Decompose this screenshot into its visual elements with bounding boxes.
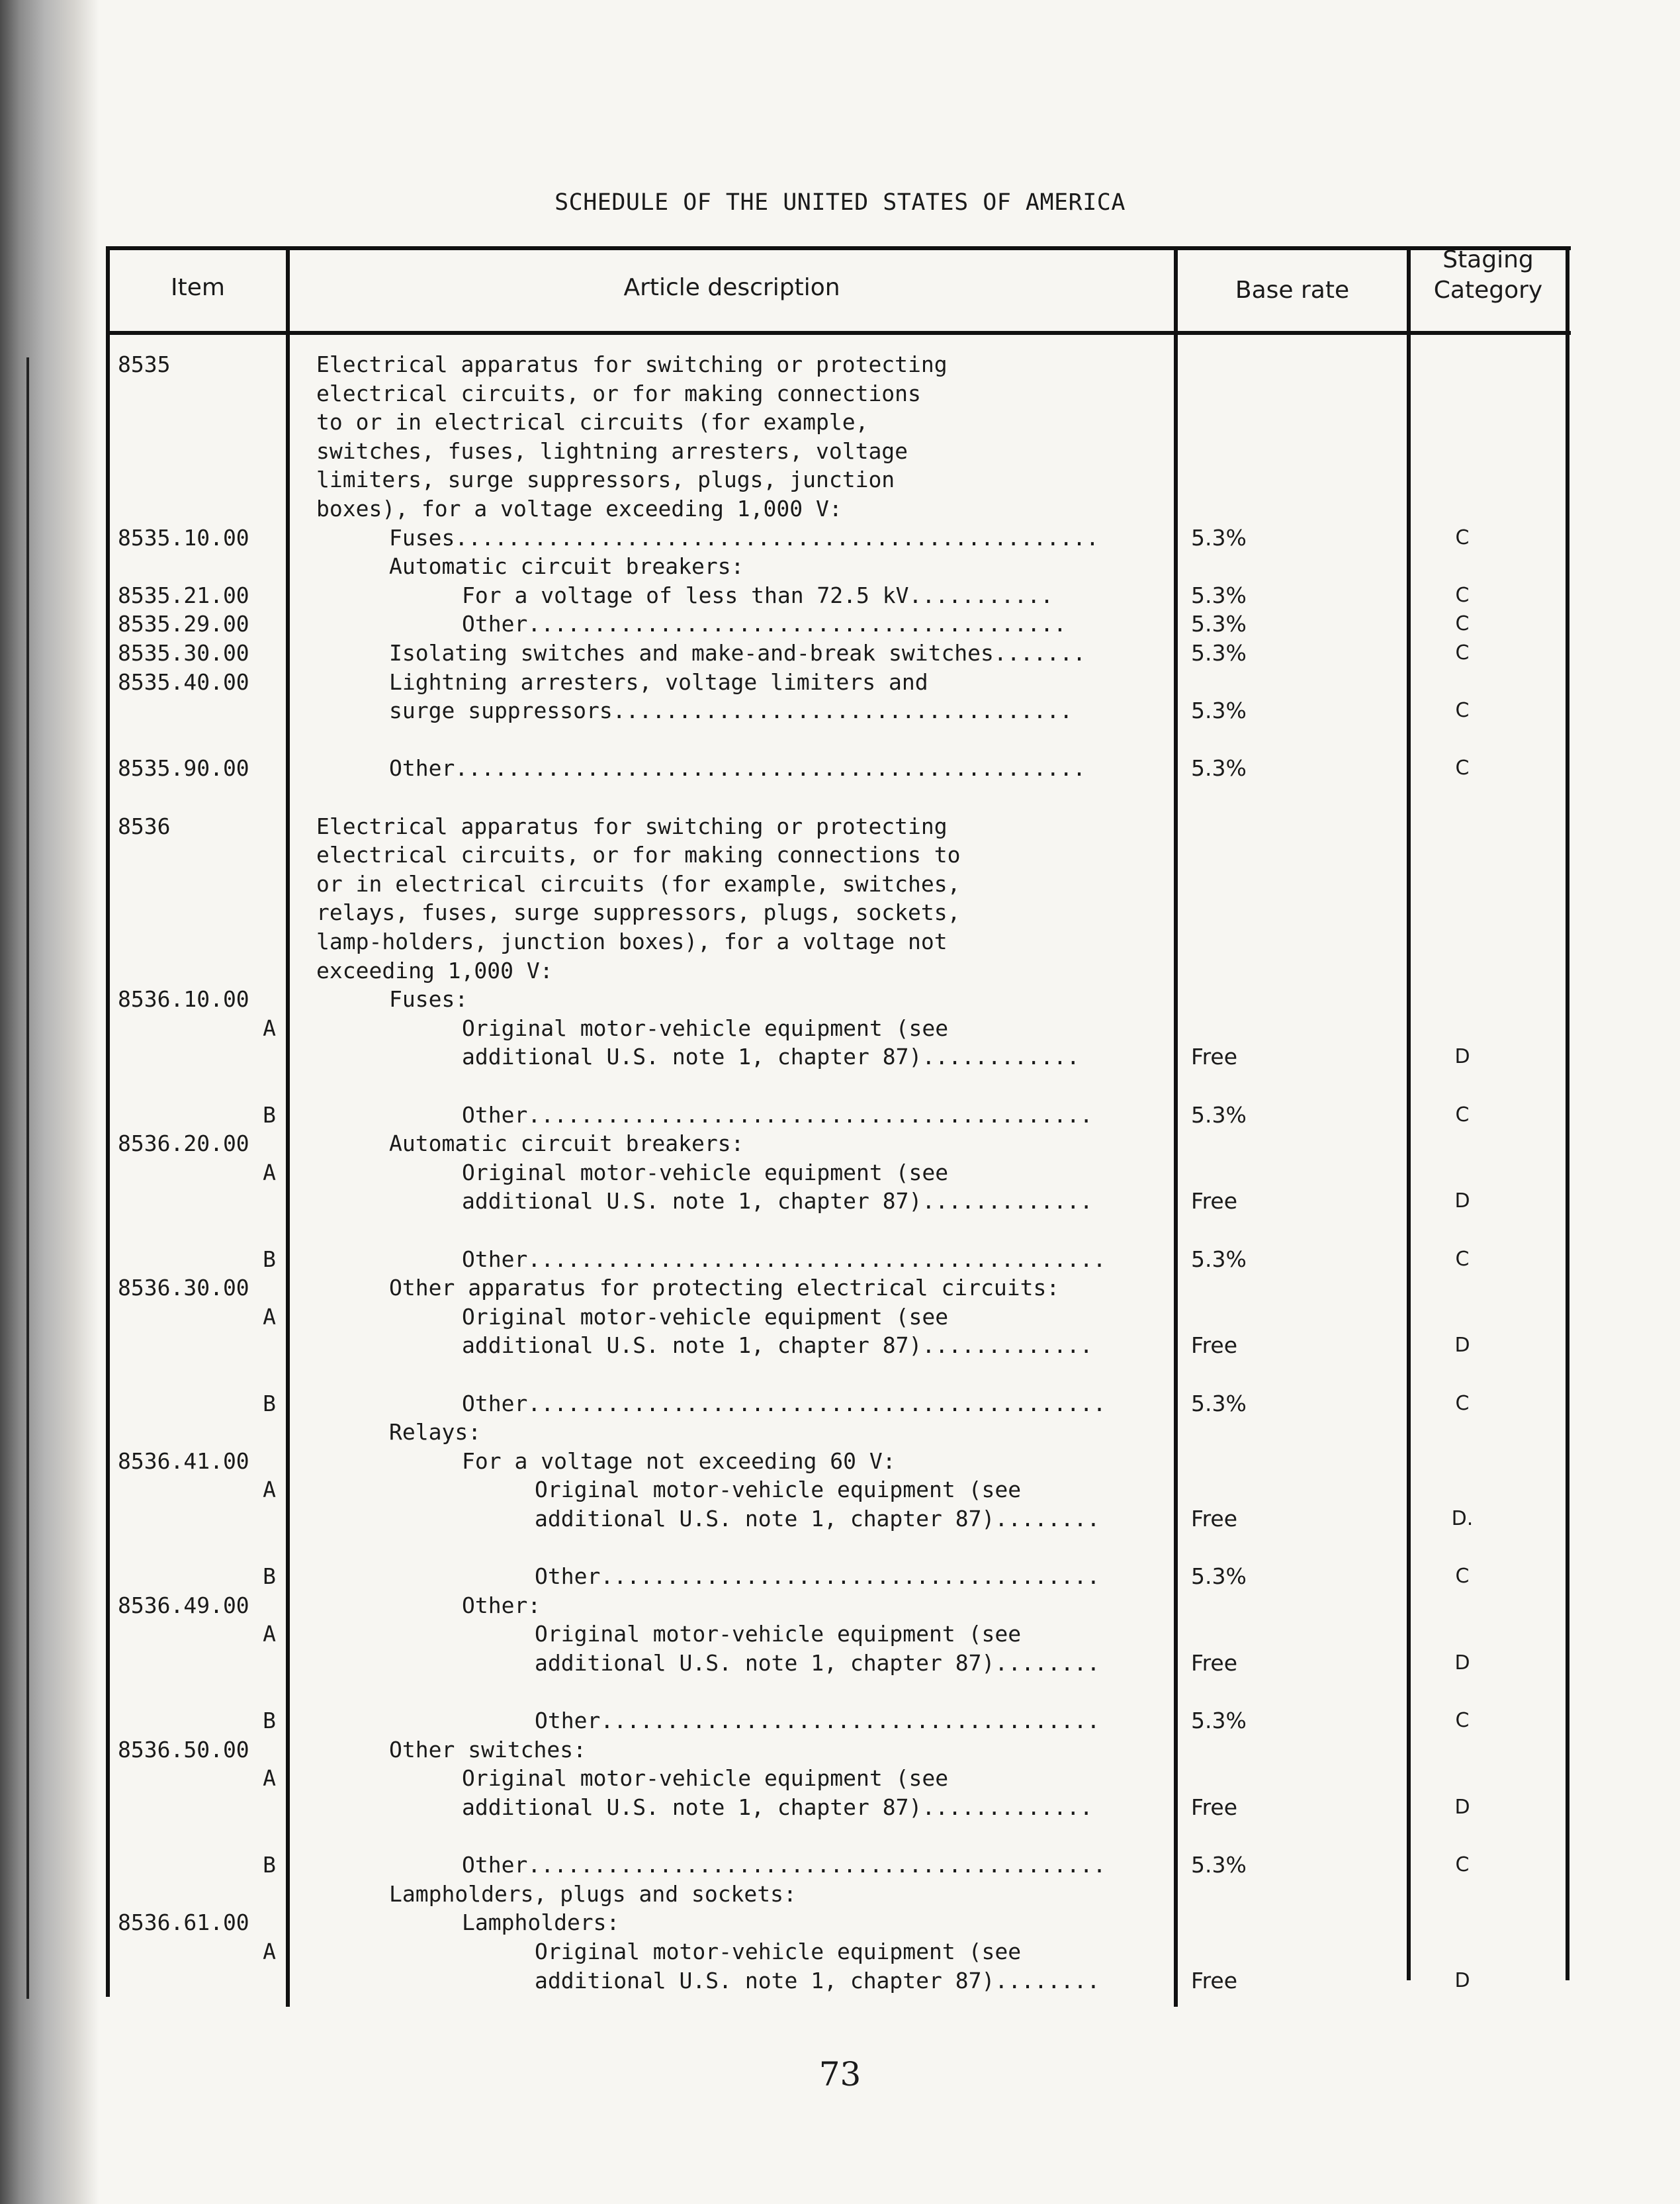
table-row — [0, 495, 1680, 523]
table-row — [0, 1823, 1680, 1851]
article-description: Original motor-vehicle equipment (see — [535, 1621, 1022, 1647]
table-row — [0, 841, 1680, 869]
staging-category: D — [1454, 1045, 1470, 1069]
staging-category: C — [1455, 583, 1470, 607]
base-rate: Free — [1191, 1044, 1238, 1070]
article-description: Other switches: — [389, 1736, 587, 1763]
table-row — [0, 726, 1680, 754]
article-description: Automatic circuit breakers: — [389, 553, 744, 580]
staging-category: C — [1455, 612, 1470, 636]
sub-item-letter: B — [263, 1708, 276, 1734]
table-row — [0, 1563, 1680, 1590]
table-row — [0, 524, 1680, 552]
table-row — [0, 986, 1680, 1013]
table-row — [0, 1015, 1680, 1042]
item-number: 8535.10.00 — [118, 524, 249, 551]
item-number: 8536.41.00 — [118, 1447, 249, 1474]
article-description: Other...................................... — [535, 1708, 1100, 1734]
table-row — [0, 1967, 1680, 1995]
article-description: additional U.S. note 1, chapter 87)............. — [462, 1332, 1093, 1359]
staging-category: D — [1454, 1334, 1470, 1357]
table-row — [0, 1101, 1680, 1129]
base-rate: 5.3% — [1191, 1708, 1247, 1734]
base-rate: 5.3% — [1191, 640, 1247, 666]
base-rate: 5.3% — [1191, 582, 1247, 608]
table-row — [0, 466, 1680, 494]
table-row — [0, 755, 1680, 782]
staging-category: C — [1455, 1853, 1470, 1877]
article-description: Other................................................ — [389, 755, 1086, 782]
table-row — [0, 1447, 1680, 1475]
base-rate: 5.3% — [1191, 755, 1247, 782]
article-description: to or in electrical circuits (for example, — [316, 409, 869, 436]
table-row — [0, 1938, 1680, 1966]
table-row — [0, 1880, 1680, 1908]
sub-item-letter: A — [263, 1939, 276, 1964]
sub-item-letter: A — [263, 1015, 276, 1041]
base-rate: Free — [1191, 1188, 1238, 1215]
table-row — [0, 899, 1680, 927]
staging-category: D — [1454, 1968, 1470, 1992]
item-number: 8536.10.00 — [118, 986, 249, 1013]
article-description: Lightning arresters, voltage limiters and — [389, 668, 928, 695]
table-row — [0, 1274, 1680, 1302]
base-rate: Free — [1191, 1967, 1238, 1994]
table-row — [0, 1072, 1680, 1100]
article-description: Other apparatus for protecting electrical circuits: — [389, 1275, 1060, 1301]
item-number: 8535.90.00 — [118, 755, 249, 782]
table-row — [0, 437, 1680, 465]
staging-category: C — [1455, 1103, 1470, 1126]
column-header-staging-line1: Staging — [1442, 246, 1534, 273]
sub-item-letter: B — [263, 1852, 276, 1878]
article-description: Automatic circuit breakers: — [389, 1130, 744, 1157]
article-description: or in electrical circuits (for example, switches, — [316, 870, 961, 897]
column-header-base-rate: Base rate — [1235, 277, 1350, 304]
article-description: Original motor-vehicle equipment (see — [535, 1477, 1022, 1503]
column-header-staging-line2: Category — [1433, 277, 1543, 304]
column-header-item: Item — [171, 274, 225, 301]
article-description: Other............................................ — [462, 1390, 1106, 1416]
article-description: electrical circuits, or for making connections — [316, 380, 921, 406]
article-description: Other........................................... — [462, 1101, 1093, 1128]
table-row — [0, 1390, 1680, 1418]
article-description: electrical circuits, or for making connections to — [316, 842, 961, 868]
staging-category: C — [1455, 641, 1470, 665]
article-description: Lampholders, plugs and sockets: — [389, 1880, 797, 1907]
item-number: 8535.40.00 — [118, 668, 249, 695]
sub-item-letter: B — [263, 1390, 276, 1416]
article-description: Electrical apparatus for switching or protecting — [316, 351, 948, 377]
table-row — [0, 1303, 1680, 1331]
schedule-title: SCHEDULE OF THE UNITED STATES OF AMERICA — [554, 189, 1126, 216]
table-row — [0, 553, 1680, 580]
table-row — [0, 351, 1680, 379]
sub-item-letter: B — [263, 1563, 276, 1590]
base-rate: 5.3% — [1191, 698, 1247, 724]
column-header-description: Article description — [623, 274, 840, 301]
table-row — [0, 1851, 1680, 1879]
table-row — [0, 697, 1680, 725]
item-number: 8536 — [118, 813, 171, 839]
table-row — [0, 1909, 1680, 1937]
table-row — [0, 1620, 1680, 1648]
article-description: Relays: — [389, 1419, 482, 1446]
article-description: Original motor-vehicle equipment (see — [462, 1765, 949, 1792]
base-rate: Free — [1191, 1332, 1238, 1359]
article-description: Original motor-vehicle equipment (see — [462, 1159, 949, 1185]
table-row — [0, 639, 1680, 667]
table-row — [0, 1187, 1680, 1215]
table-header-rule — [106, 331, 1571, 335]
staging-category: C — [1455, 1565, 1470, 1588]
item-number: 8536.30.00 — [118, 1275, 249, 1301]
article-description: exceeding 1,000 V: — [316, 957, 553, 984]
table-row — [0, 1707, 1680, 1735]
sub-item-letter: B — [263, 1246, 276, 1272]
article-description: Isolating switches and make-and-break switches....... — [389, 640, 1086, 666]
article-description: Other...................................... — [535, 1563, 1100, 1590]
base-rate: 5.3% — [1191, 1246, 1247, 1272]
table-row — [0, 1765, 1680, 1792]
table-top-rule — [106, 246, 1571, 250]
table-row — [0, 1794, 1680, 1821]
sub-item-letter: A — [263, 1765, 276, 1792]
base-rate: 5.3% — [1191, 1101, 1247, 1128]
article-description: Other......................................... — [462, 611, 1067, 637]
article-description: additional U.S. note 1, chapter 87)........ — [535, 1650, 1100, 1676]
sub-item-letter: B — [263, 1101, 276, 1128]
article-description: Other............................................ — [462, 1246, 1106, 1272]
article-description: additional U.S. note 1, chapter 87)............. — [462, 1188, 1093, 1215]
table-row — [0, 957, 1680, 985]
item-number: 8536.61.00 — [118, 1909, 249, 1936]
article-description: boxes), for a voltage exceeding 1,000 V: — [316, 496, 842, 522]
item-number: 8535.29.00 — [118, 611, 249, 637]
table-row — [0, 1592, 1680, 1620]
base-rate: 5.3% — [1191, 524, 1247, 551]
table-row — [0, 582, 1680, 610]
article-description: additional U.S. note 1, chapter 87)........ — [535, 1967, 1100, 1994]
staging-category: C — [1455, 757, 1470, 780]
article-description: additional U.S. note 1, chapter 87)............. — [462, 1794, 1093, 1820]
table-row — [0, 408, 1680, 436]
table-row — [0, 784, 1680, 811]
article-description: switches, fuses, lightning arresters, voltage — [316, 437, 908, 464]
article-description: Fuses................................................. — [389, 524, 1099, 551]
table-row — [0, 1736, 1680, 1764]
article-description: Fuses: — [389, 986, 468, 1013]
staging-category: C — [1455, 1709, 1470, 1733]
sub-item-letter: A — [263, 1303, 276, 1330]
item-number: 8536.49.00 — [118, 1592, 249, 1618]
item-number: 8535 — [118, 351, 171, 377]
table-row — [0, 1246, 1680, 1273]
table-row — [0, 1534, 1680, 1562]
staging-category: C — [1455, 1391, 1470, 1415]
staging-category: D — [1454, 1651, 1470, 1675]
table-row — [0, 1332, 1680, 1359]
base-rate: 5.3% — [1191, 611, 1247, 637]
table-row — [0, 1159, 1680, 1187]
staging-category: C — [1455, 699, 1470, 723]
table-row — [0, 813, 1680, 841]
base-rate: Free — [1191, 1650, 1238, 1676]
table-row — [0, 1361, 1680, 1389]
table-row — [0, 928, 1680, 956]
page-number: 73 — [818, 2055, 862, 2093]
article-description: Original motor-vehicle equipment (see — [462, 1303, 949, 1330]
table-row — [0, 380, 1680, 408]
item-number: 8535.21.00 — [118, 582, 249, 608]
base-rate: Free — [1191, 1794, 1238, 1820]
article-description: For a voltage of less than 72.5 kV........... — [462, 582, 1054, 608]
table-row — [0, 610, 1680, 638]
article-description: Other: — [462, 1592, 541, 1618]
article-description: Other............................................ — [462, 1852, 1106, 1878]
table-row — [0, 1505, 1680, 1533]
table-row — [0, 870, 1680, 898]
article-description: For a voltage not exceeding 60 V: — [462, 1447, 896, 1474]
item-number: 8536.50.00 — [118, 1736, 249, 1763]
base-rate: 5.3% — [1191, 1563, 1247, 1590]
staging-category: D — [1454, 1796, 1470, 1819]
sub-item-letter: A — [263, 1621, 276, 1647]
table-row — [0, 1130, 1680, 1158]
item-number: 8535.30.00 — [118, 640, 249, 666]
base-rate: 5.3% — [1191, 1852, 1247, 1878]
article-description: Original motor-vehicle equipment (see — [535, 1939, 1022, 1964]
table-row — [0, 1649, 1680, 1677]
article-description: additional U.S. note 1, chapter 87)........ — [535, 1506, 1100, 1532]
table-row — [0, 1418, 1680, 1446]
staging-category: C — [1455, 526, 1470, 549]
article-description: surge suppressors................................... — [389, 698, 1073, 724]
base-rate: Free — [1191, 1506, 1238, 1532]
table-row — [0, 1217, 1680, 1244]
base-rate: 5.3% — [1191, 1390, 1247, 1416]
article-description: additional U.S. note 1, chapter 87)............ — [462, 1044, 1080, 1070]
article-description: Lampholders: — [462, 1909, 620, 1936]
staging-category: D — [1454, 1189, 1470, 1213]
table-row — [0, 1476, 1680, 1504]
article-description: lamp-holders, junction boxes), for a voltage not — [316, 929, 948, 954]
table-row — [0, 1043, 1680, 1071]
staging-category: D. — [1451, 1507, 1474, 1530]
table-row — [0, 668, 1680, 696]
article-description: Original motor-vehicle equipment (see — [462, 1015, 949, 1041]
item-number: 8536.20.00 — [118, 1130, 249, 1157]
article-description: Electrical apparatus for switching or protecting — [316, 813, 948, 839]
sub-item-letter: A — [263, 1477, 276, 1503]
sub-item-letter: A — [263, 1159, 276, 1185]
staging-category: C — [1455, 1247, 1470, 1271]
article-description: limiters, surge suppressors, plugs, junction — [316, 467, 895, 493]
table-row — [0, 1678, 1680, 1706]
article-description: relays, fuses, surge suppressors, plugs, sockets, — [316, 899, 961, 926]
